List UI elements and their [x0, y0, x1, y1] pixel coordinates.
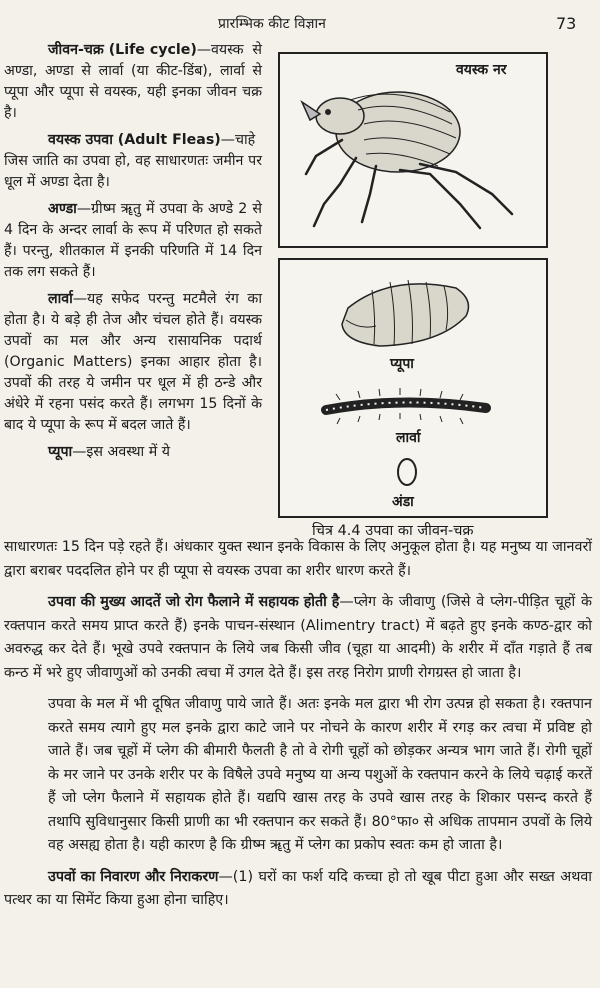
- adult-flea-illustration: [280, 54, 546, 246]
- larva-heading: लार्वा: [48, 291, 73, 307]
- left-column-text: [4, 40, 262, 469]
- larva-drawing: [326, 388, 486, 424]
- pupa-drawing: [342, 284, 468, 346]
- life-cycle-heading: जीवन-चक्र (Life cycle): [48, 42, 197, 58]
- feces-text: उपवा के मल में भी दूषित जीवाणु पाये जाते हैं। अतः इनके मल द्वारा भी रोग उत्पन्न हो सकता है। रक्तपान करते समय त्यागे हुए मल इनके द्वारा काटे जाने पर नोचने के कारण शरीर में रगड़ कर त्वचा में प्रविष्ट हो जाते हैं। जब चूहों में प्लेग की बीमारी फैलती है तो वे रोगी चूहों को छोड़कर अन्यत्र भाग जाते हैं। रोगी चूहों के मर जाने पर उनके शरीर पर के विषैले उपवे मनुष्य या अन्य पशुओं के रक्तपान करने के लिये चढ़ाई करतें हैं जो प्लेग फैलाने में सहायक होते हैं। यद्यपि खास तरह के उपवे खास तरह के शिकार पसन्द करते हैं तथापि सुविधानुसार किसी प्राणी का भी रक्तपान कर सकते हैं। 80°फा० से अधिक तापमान उपवों के लिये वह असह्य होता है। यही कारण है कि ग्रीष्म ॠतु में प्लेग का प्रकोप स्वतः कम हो जाता है।: [48, 696, 592, 853]
- feces-paragraph: [4, 693, 592, 858]
- page-header: [0, 10, 600, 36]
- life-stages-figure: [278, 258, 548, 518]
- egg-label: अंडा: [392, 494, 414, 510]
- larva-text: —यह सफेद परन्तु मटमैले रंग का होता है। ये बड़े ही तेज और चंचल होते हैं। वयस्क उपवों का मल और अन्य रासायनिक पदार्थ (Organic Matters) इनका आहार होता है। उपवों की तरह ये जमीन पर धूल में ही ठन्डे और अंधेरे में रहना पसंद करते हैं। लगभग 15 दिनों के बाद ये प्यूपा के रूप में बदल जाते हैं।: [4, 291, 262, 433]
- adult-male-label: वयस्क नर: [456, 62, 507, 78]
- egg-heading: अण्डा: [48, 201, 77, 217]
- adult-text: —चाहे जिस जाति का उपवा हो, वह साधारणतः जमीन पर धूल में अण्डा देता है।: [4, 132, 262, 190]
- habits-heading: उपवा की मुख्य आदतें जो रोग फैलाने में सहायक होती है: [48, 594, 340, 610]
- control-heading: उपवों का निवारण और निराकरण: [48, 868, 219, 885]
- egg-paragraph: [4, 199, 262, 283]
- page-number: 73: [556, 14, 577, 33]
- habits-paragraph: [4, 591, 592, 685]
- figure-caption: चित्र 4.4 उपवा का जीवन-चक्र: [312, 523, 474, 539]
- larva-label: लार्वा: [396, 430, 421, 446]
- pupa-heading: प्यूपा: [48, 444, 73, 460]
- egg-text: —ग्रीष्म ॠतु में उपवा के अण्डे 2 से 4 दिन के अन्दर लार्वा के रूप में परिणत हो सकते हैं। परन्तु, शीतकाल में इनकी परिणति में 14 दिन तक लग सकते हैं।: [4, 201, 262, 280]
- control-text: —(1) घरों का फर्श यदि कच्चा हो तो खूब पीटा हुआ और सख्त अथवा पत्थर का या सिमेंट किया हुआ होना चाहिए।: [4, 868, 592, 908]
- control-paragraph: [4, 866, 592, 913]
- habits-text: —प्लेग के जीवाणु (जिसे वे प्लेग-पीड़ित चूहों के रक्तपान करते समय प्राप्त करते हैं) इनके पाचन-संस्थान (Alimentry tract) में बढ़ते हुए इनके कण्ठ-द्वार को अवरुद्ध कर देते हैं। भूखे उपवे रक्तपान के लिये जब किसी जीव (चूहा या आदमी) के शरीर में दाँत गड़ाते हैं तब कन्ठ में भरे हुए जीवाणुओं को उनकी त्वचा में उगल देते हैं। इस तरह निरोग प्राणी रोगग्रस्त हो जाता है।: [4, 594, 592, 681]
- adult-paragraph: [4, 130, 262, 193]
- full-width-text: [4, 536, 592, 913]
- larva-paragraph: [4, 289, 262, 436]
- running-title: प्रारम्भिक कीट विज्ञान: [218, 16, 326, 32]
- egg-drawing: [398, 459, 416, 485]
- pupa-paragraph-start: [4, 442, 262, 463]
- adult-heading: वयस्क उपवा (Adult Fleas): [48, 132, 221, 148]
- life-cycle-text: —वयस्क से अण्डा, अण्डा से लार्वा (या कीट-डिंब), लार्वा से प्यूपा और प्यूपा से वयस्क, यही इनका जीवन चक्र है।: [4, 42, 262, 121]
- adult-flea-figure: [278, 52, 548, 248]
- life-stages-illustration: [280, 260, 546, 516]
- pupa-text-line1: —इस अवस्था में ये: [72, 444, 170, 460]
- life-cycle-paragraph: [4, 40, 262, 124]
- pupa-label: प्यूपा: [390, 356, 414, 372]
- pupa-continued: साधारणतः 15 दिन पड़े रहते हैं। अंधकार युक्त स्थान इनके विकास के लिए अनुकूल होता है। यह मनुष्य या जानवरों द्वारा बराबर पददलित होने पर ही प्यूपा से वयस्क उपवा का शरीर धारण करते हैं।: [4, 539, 592, 579]
